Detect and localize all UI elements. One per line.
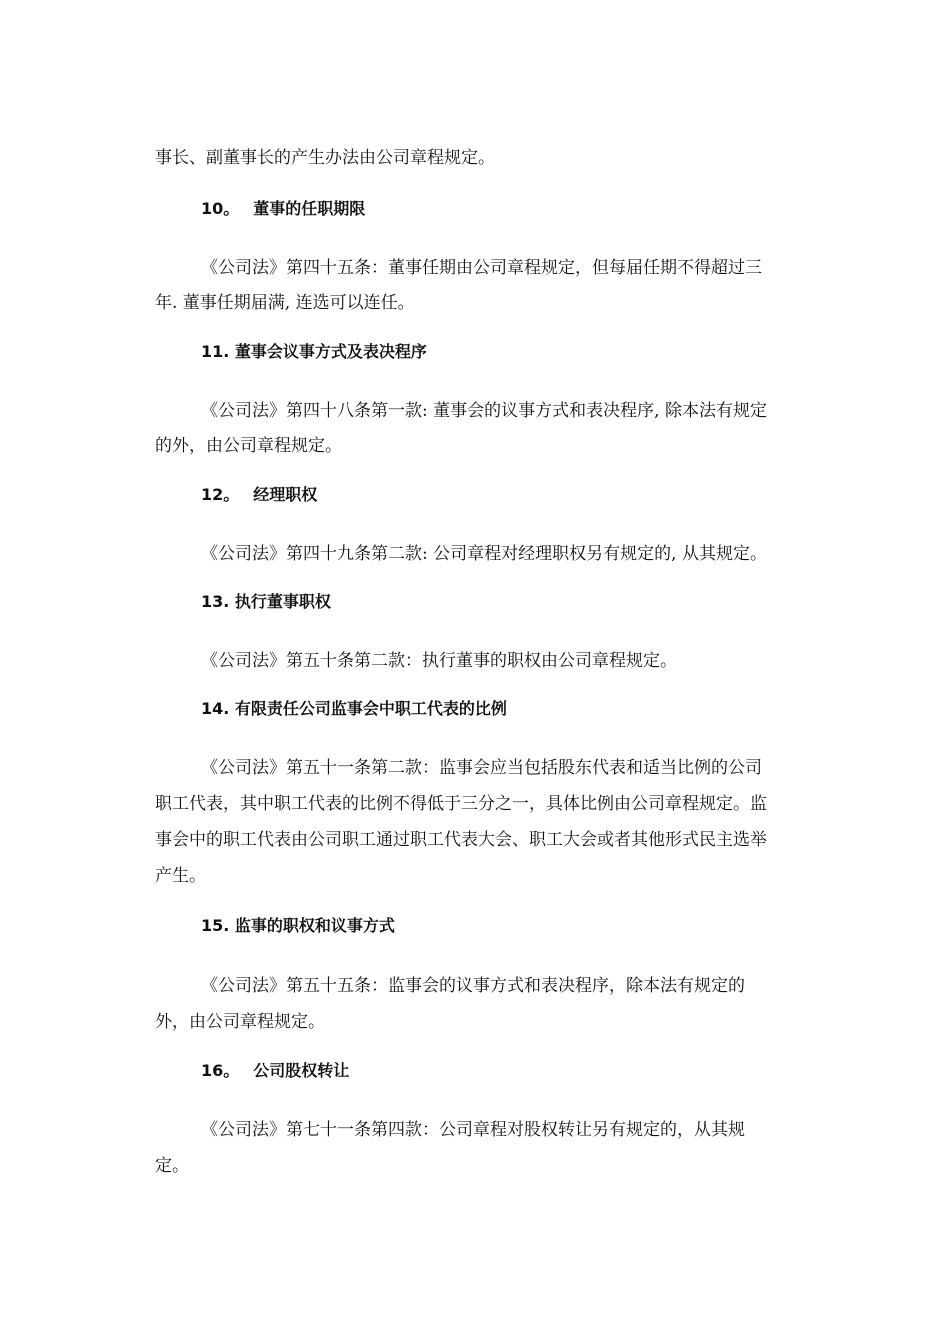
section-title: 董事的任职期限 <box>253 199 366 218</box>
section-number: 11. <box>201 342 230 361</box>
paragraph-line: 《公司法》第四十九条第二款: 公司章程对经理职权另有规定的, 从其规定。 <box>201 544 767 564</box>
section-heading-15 <box>201 915 395 937</box>
section-title: 执行董事职权 <box>234 592 331 611</box>
paragraph-line: 的外，由公司章程规定。 <box>155 436 342 456</box>
paragraph-line: 《公司法》第四十八条第一款: 董事会的议事方式和表决程序, 除本法有规定 <box>201 401 767 421</box>
section-title: 监事的职权和议事方式 <box>234 916 395 935</box>
paragraph-line: 产生。 <box>155 866 206 886</box>
paragraph-line: 事会中的职工代表由公司职工通过职工代表大会、职工大会或者其他形式民主选举 <box>155 830 767 850</box>
section-title: 有限责任公司监事会中职工代表的比例 <box>234 699 507 718</box>
paragraph-line: 《公司法》第四十五条：董事任期由公司章程规定，但每届任期不得超过三 <box>201 258 762 278</box>
section-number: 16。 <box>201 1061 240 1080</box>
section-heading-14 <box>201 698 507 720</box>
intro-line: 事长、副董事长的产生办法由公司章程规定。 <box>155 148 495 168</box>
paragraph-line: 职工代表，其中职工代表的比例不得低于三分之一，具体比例由公司章程规定。监 <box>155 794 767 814</box>
section-title: 公司股权转让 <box>253 1061 350 1080</box>
paragraph-line: 外，由公司章程规定。 <box>155 1012 325 1032</box>
section-number: 10。 <box>201 199 240 218</box>
section-title: 董事会议事方式及表决程序 <box>234 342 427 361</box>
paragraph-line: 年. 董事任期届满, 连选可以连任。 <box>155 293 415 313</box>
paragraph-line: 《公司法》第七十一条第四款：公司章程对股权转让另有规定的，从其规 <box>201 1120 745 1140</box>
paragraph-line: 《公司法》第五十条第二款：执行董事的职权由公司章程规定。 <box>201 651 677 671</box>
section-heading-13 <box>201 591 331 613</box>
paragraph-line: 《公司法》第五十一条第二款：监事会应当包括股东代表和适当比例的公司 <box>201 758 762 778</box>
section-heading-11 <box>201 341 427 363</box>
section-title: 经理职权 <box>253 485 318 504</box>
section-number: 15. <box>201 916 230 935</box>
section-number: 12。 <box>201 485 240 504</box>
section-number: 13. <box>201 592 230 611</box>
section-heading-12 <box>201 484 317 506</box>
section-number: 14. <box>201 699 230 718</box>
paragraph-line: 定。 <box>155 1156 189 1176</box>
section-heading-16 <box>201 1060 349 1082</box>
section-heading-10 <box>201 198 365 220</box>
paragraph-line: 《公司法》第五十五条：监事会的议事方式和表决程序，除本法有规定的 <box>201 976 745 996</box>
